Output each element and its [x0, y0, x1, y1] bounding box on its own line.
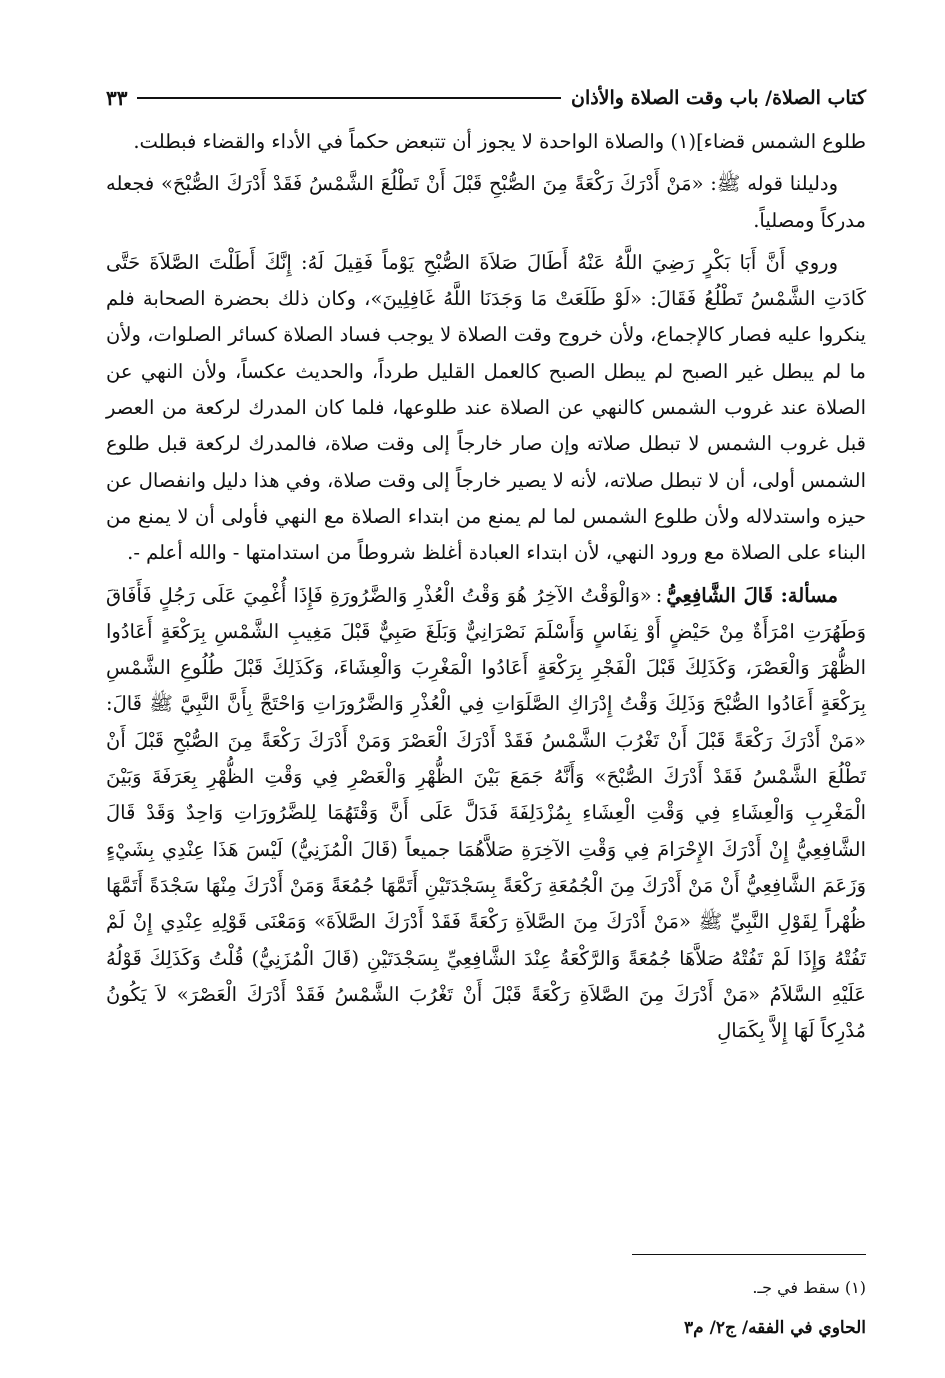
- masala-paragraph: [106, 578, 866, 1050]
- footnote: (١) سقط في جـ.: [752, 1278, 866, 1297]
- paragraph-narration: وروي أَنَّ أَبَا بَكْرٍ رَضِيَ اللَّهُ عَنْهُ أَطَالَ صَلاَةَ الصُّبْحِ يَوْماً فَقِيلَ لَهُ: إِنَّكَ أَطَلْتَ الصَّلاَةَ حَتَّى كَادَتِ الشَّمْسُ تَطْلُعُ فَقَالَ: «لَوْ طَلَعَتْ مَا وَجَدَنَا اللَّهُ غَافِلِينَ»، وكان ذلك بحضرة الصحابة فلم ينكروا عليه فصار كالإجماع، ولأن خروج وقت الصلاة لا يوجب فساد الصلاة كسائر الصلوات، ولأن ما لم يبطل غير الصبح لم يبطل الصبح كالعمل القليل طرداً، والحديث عكساً، ولأن النهي عن الصلاة عند غروب الشمس كالنهي عن الصلاة عند طلوعها، فلما كان المدرك لركعة من العصر قبل غروب الشمس لا تبطل صلاته وإن صار خارجاً إلى وقت صلاة، فالمدرك لركعة قبل طلوع الشمس أولى، أن لا تبطل صلاته، لأنه لا يصير خارجاً إلى وقت صلاة، وفي هذا دليل وانفصال عن حيزه واستدلاله ولأن طلوع الشمس لما لم يمنع من ابتداء الصلاة مع النهي فأولى أن لا يمنع من البناء على الصلاة مع ورود النهي، لأن ابتداء العبادة أغلظ شروطاً من استدامتها - والله أعلم -.: [106, 250, 866, 565]
- paragraph-evidence: ودليلنا قوله ﷺ: «مَنْ أَدْرَكَ رَكْعَةً مِنَ الصُّبْحِ قَبْلَ أَنْ تَطْلُعَ الشَّمْسُ فَقَدْ أَدْرَكَ الصُّبْحَ» فجعله مدركاً ومصلياً.: [106, 172, 866, 232]
- main-text: [106, 124, 866, 1055]
- masala-label: مسألة: قَالَ الشَّافِعِيُّ: [666, 583, 838, 607]
- footnote-rule: [632, 1254, 866, 1255]
- header-title: كتاب الصلاة/ باب وقت الصلاة والأذان: [570, 87, 866, 109]
- page-number: ٣٣: [106, 86, 128, 110]
- running-header: [106, 82, 866, 114]
- header-rule: [137, 97, 561, 99]
- masala-separator: :: [655, 583, 663, 607]
- page-footer-signature: الحاوي في الفقه/ ج٢/ م٣: [684, 1318, 866, 1338]
- paragraph-continuation: طلوع الشمس قضاء](١) والصلاة الواحدة لا يجوز أن تتبعض حكماً في الأداء والقضاء فبطلت.: [133, 130, 866, 153]
- masala-text: «وَالْوَقْتُ الآخِرُ هُوَ وَقْتُ الْعُذْرِ وَالضَّرُورَةِ فَإِذَا أُغْمِيَ عَلَى رَجُلٍ فَأَفَاقَ وَطَهُرَتِ امْرَأَةٌ مِنْ حَيْضٍ أَوْ نِفَاسٍ وَأَسْلَمَ نَصْرَانِيٌّ وَبَلَغَ صَبِيٌّ قَبْلَ مَغِيبِ الشَّمْسِ بِرَكْعَةٍ أَعَادُوا الظُّهْرَ وَالْعَصْرَ، وَكَذَلِكَ قَبْلَ الْفَجْرِ بِرَكْعَةٍ أَعَادُوا الْمَغْرِبَ وَالْعِشَاءَ، وَكَذَلِكَ قَبْلَ طُلُوعِ الشَّمْسِ بِرَكْعَةٍ أَعَادُوا الصُّبْحَ وَذَلِكَ وَقْتُ إِدْرَاكِ الصَّلَوَاتِ فِي الْعُذْرِ وَالضَّرُورَاتِ وَاحْتَجَّ بِأَنَّ النَّبِيَّ ﷺ قَالَ: «مَنْ أَدْرَكَ رَكْعَةً قَبْلَ أَنْ تَغْرُبَ الشَّمْسُ فَقَدْ أَدْرَكَ الْعَصْرَ وَمَنْ أَدْرَكَ رَكْعَةً مِنَ الصُّبْحِ قَبْلَ أَنْ تَطْلُعَ الشَّمْسُ فَقَدْ أَدْرَكَ الصُّبْحَ» وَأَنَّهُ جَمَعَ بَيْنَ الظُّهْرِ وَالْعَصْرِ فِي وَقْتِ الظُّهْرِ بِعَرَفَةَ وَبَيْنَ الْمَغْرِبِ وَالْعِشَاءِ فِي وَقْتِ الْعِشَاءِ بِمُزْدَلِفَةَ فَدَلَّ عَلَى أَنَّ وَقْتَهُمَا لِلضَّرُورَاتِ وَاحِدٌ وَقَدْ قَالَ الشَّافِعِيُّ إِنْ أَدْرَكَ الإِحْرَامَ فِي وَقْتِ الآخِرَةِ صَلاَّهُمَا جميعاً (قَالَ الْمُزَنِيُّ) لَيْسَ هَذَا عِنْدِي بِشَيْءٍ وَزَعَمَ الشَّافِعِيُّ أَنْ مَنْ أَدْرَكَ مِنَ الْجُمُعَةِ رَكْعَةً بِسَجْدَتَيْنِ أَتَمَّهَا جُمُعَةً وَمَنْ أَدْرَكَ مِنْهَا سَجْدَةً أَتَمَّهَا ظُهْراً لِقَوْلِ النَّبِيِّ ﷺ «مَنْ أَدْرَكَ مِنَ الصَّلاَةِ رَكْعَةً فَقَدْ أَدْرَكَ الصَّلاَةَ» وَمَعْنَى قَوْلِهِ عِنْدِي إِنْ لَمْ تَفُتْهُ وَإِذَا لَمْ تَفُتْهُ صَلاَّهَا جُمُعَةً وَالرَّكْعَةُ عِنْدَ الشَّافِعِيِّ بِسَجْدَتَيْنِ (قَالَ الْمُزَنِيُّ) قُلْتُ وَكَذَلِكَ قَوْلُهُ عَلَيْهِ السَّلاَمُ «مَنْ أَدْرَكَ مِنَ الصَّلاَةِ رَكْعَةً قَبْلَ أَنْ تَغْرُبَ الشَّمْسُ فَقَدْ أَدْرَكَ الْعَصْرَ» لاَ يَكُونُ مُدْرِكاً لَهَا إِلاَّ بِكَمَالِ: [106, 583, 866, 1043]
